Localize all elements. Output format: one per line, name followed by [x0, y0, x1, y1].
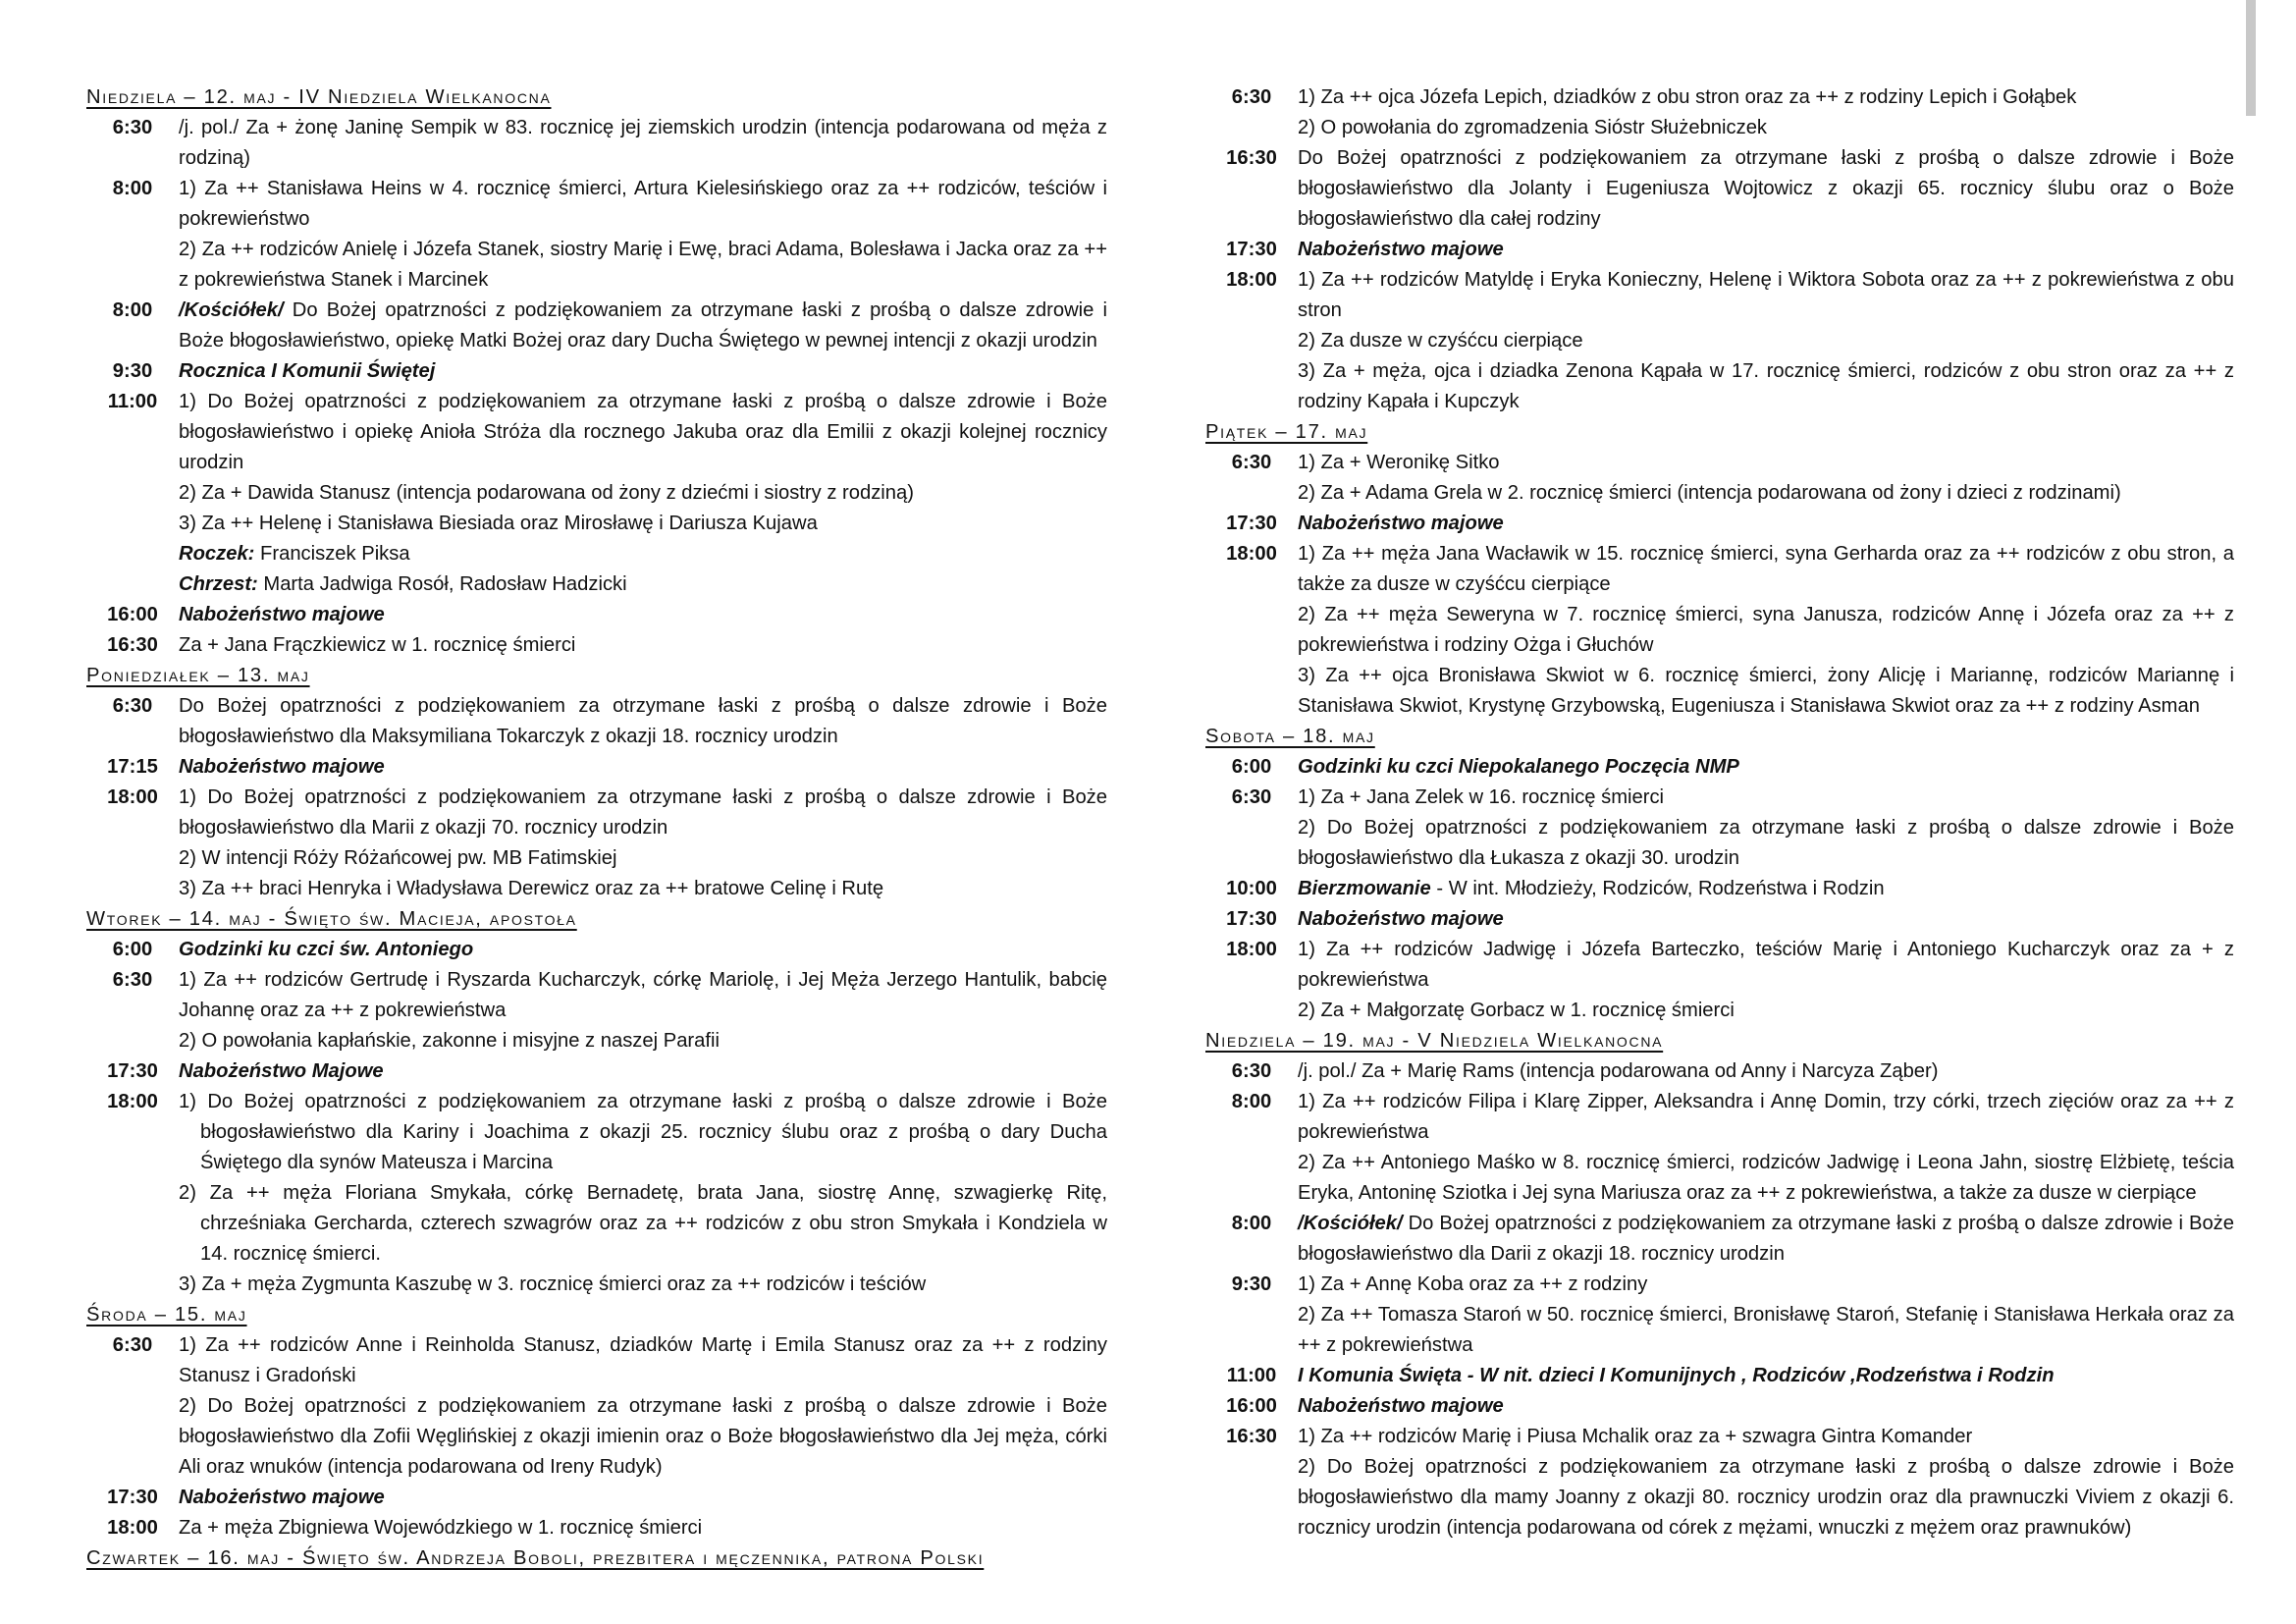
intention-label: Chrzest: — [179, 573, 258, 595]
mass-slot — [86, 691, 1107, 752]
intention: 2) Za ++ Antoniego Maśko w 8. rocznicę śmierci, rodziców Jadwigę i Leona Jahn, siostrę Elżbietę, teścia Eryka, Antoninę Sziotka i Jej syna Mariusza oraz za ++ z pokrewieństwa, a także za dusze w cierpiące — [1298, 1152, 2234, 1204]
intentions — [179, 1056, 1107, 1087]
mass-slot — [1205, 904, 2234, 935]
intentions — [1298, 539, 2234, 722]
intention: 1) Za ++ rodziców Marię i Piusa Mchalik oraz za + szwagra Gintra Komander — [1298, 1426, 1973, 1447]
intention — [179, 569, 1107, 600]
mass-time: 6:00 — [1231, 756, 1272, 778]
intentions — [179, 1330, 1107, 1483]
intentions — [1298, 509, 2234, 539]
mass-slot — [86, 387, 1107, 600]
mass-slot — [1205, 935, 2234, 1026]
intention — [179, 296, 1107, 356]
mass-time: 8:00 — [112, 299, 153, 321]
intentions — [179, 600, 1107, 630]
mass-slot — [86, 1056, 1107, 1087]
intentions — [1298, 82, 2234, 143]
intention: 1) Za ++ Stanisława Heins w 4. rocznicę śmierci, Artura Kielesińskiego oraz za ++ rodziców, teściów i pokrewieństwo — [179, 178, 1107, 230]
intentions — [1298, 265, 2234, 417]
intention: 2) Za + Adama Grela w 2. rocznicę śmierci (intencja podarowana od żony i dzieci z rodzinami) — [1298, 482, 2121, 504]
mass-time: 16:00 — [1226, 1395, 1277, 1417]
intention: Godzinki ku czci św. Antoniego — [179, 939, 474, 960]
intention: Do Bożej opatrzności z podziękowaniem za otrzymane łaski z prośbą o dalsze zdrowie i Boże błogosławieństwo dla Jolanty i Eugeniusza Wojtowicz z okazji 65. rocznicy ślubu oraz o Boże błogosławieństwo dla całej rodziny — [1298, 147, 2234, 230]
intention: 3) Za ++ ojca Bronisława Skwiot w 6. rocznicę śmierci, żony Alicję i Mariannę, rodziców Mariannę i Stanisława Skwiot, Krystynę Grzybowską, Eugeniusza i Stanisława Skwiot oraz za ++ z rodziny Asman — [1298, 665, 2234, 717]
mass-slot — [86, 1087, 1107, 1300]
intention: 2) Do Bożej opatrzności z podziękowaniem za otrzymane łaski z prośbą o dalsze zdrowie i Boże błogosławieństwo dla Łukasza z okazji 30. urodzin — [1298, 817, 2234, 869]
intention: Za + męża Zbigniewa Wojewódzkiego w 1. rocznicę śmierci — [179, 1517, 703, 1539]
intention — [179, 539, 1107, 569]
intention: 2) Za ++ męża Floriana Smykała, córkę Bernadetę, brata Jana, siostrę Annę, szwagierkę Ritę, chrześniaka Gercharda, czterech szwagrów oraz za ++ rodziców z obu stron Smykała i Kondziela w 14. rocznicę śmierci. — [179, 1182, 1107, 1265]
intentions — [179, 356, 1107, 387]
mass-slot — [86, 1513, 1107, 1543]
intentions — [179, 1513, 1107, 1543]
mass-slot — [86, 630, 1107, 661]
mass-slot — [86, 356, 1107, 387]
day-heading: Poniedziałek – 13. maj — [86, 665, 310, 686]
intention-text: Do Bożej opatrzności z podziękowaniem za otrzymane łaski z prośbą o dalsze zdrowie i Boże błogosławieństwo, opiekę Matki Bożej oraz dary Ducha Świętego w pewnej intencji z okazji urodzin — [179, 299, 1108, 352]
mass-time: 16:00 — [107, 604, 158, 625]
intention: 2) Za + Małgorzatę Gorbacz w 1. rocznicę śmierci — [1298, 1000, 1735, 1021]
intention: /j. pol./ Za + żonę Janinę Sempik w 83. rocznicę jej ziemskich urodzin (intencja podarowana od męża z rodziną) — [179, 117, 1107, 169]
intention: 1) Za ++ rodziców Filipa i Klarę Zipper, Aleksandra i Annę Domin, trzy córki, trzech zięciów oraz za ++ z pokrewieństwa — [1298, 1091, 2234, 1143]
intention: 2) Za dusze w czyśćcu cierpiące — [1298, 330, 1583, 352]
intention: 2) Za ++ męża Seweryna w 7. rocznicę śmierci, syna Janusza, rodziców Annę i Józefa oraz za ++ z pokrewieństwa i rodziny Ożga i Głuchów — [1298, 604, 2234, 656]
intention: Nabożeństwo majowe — [179, 604, 385, 625]
intention-label: Roczek: — [179, 543, 255, 565]
intention: 1) Za ++ rodziców Matyldę i Eryka Konieczny, Helenę i Wiktora Sobota oraz za ++ z pokrewieństwa z obu stron — [1298, 269, 2234, 321]
intention: 1) Za ++ ojca Józefa Lepich, dziadków z obu stron oraz za ++ z rodziny Lepich i Gołąbek — [1298, 86, 2077, 108]
mass-slot — [86, 600, 1107, 630]
scrollbar[interactable] — [2246, 0, 2256, 116]
intentions — [1298, 1391, 2234, 1422]
mass-time: 10:00 — [1226, 878, 1277, 899]
mass-slot — [86, 1483, 1107, 1513]
mass-time: 8:00 — [1231, 1091, 1272, 1112]
mass-slot — [1205, 539, 2234, 722]
intention: 2) W intencji Róży Różańcowej pw. MB Fatimskiej — [179, 847, 617, 869]
intentions — [1298, 935, 2234, 1026]
intention-text: Do Bożej opatrzności z podziękowaniem za otrzymane łaski z prośbą o dalsze zdrowie i Boże błogosławieństwo dla Darii z okazji 18. rocznicy urodzin — [1298, 1213, 2234, 1265]
intentions — [1298, 783, 2234, 874]
intention: 1) Do Bożej opatrzności z podziękowaniem za otrzymane łaski z prośbą o dalsze zdrowie i Boże błogosławieństwo i opiekę Anioła Stróża dla rocznego Jakuba oraz dla Emilii z okazji kolejnej rocznicy urodzin — [179, 391, 1107, 473]
mass-slot — [1205, 1391, 2234, 1422]
mass-time: 18:00 — [1226, 543, 1277, 565]
mass-slot — [1205, 1361, 2234, 1391]
mass-slot — [1205, 1087, 2234, 1209]
intentions — [179, 1087, 1107, 1300]
mass-time: 17:30 — [1226, 908, 1277, 930]
intention: 2) Za + Dawida Stanusz (intencja podarowana od żony z dziećmi i siostry z rodziną) — [179, 482, 914, 504]
intention: 2) Do Bożej opatrzności z podziękowaniem za otrzymane łaski z prośbą o dalsze zdrowie i Boże błogosławieństwo dla mamy Joanny z okazji 80. rocznicy urodzin oraz dla prawnuczki Viviem z okazji 6. rocznicy urodzin (intencja podarowana od córek z mężami, wnuczki z mężem oraz prawnuków) — [1298, 1456, 2234, 1539]
day-heading: Piątek – 17. maj — [1205, 421, 1368, 443]
intention — [1298, 1209, 2234, 1270]
intention: Nabożeństwo majowe — [1298, 1395, 1504, 1417]
mass-time: 6:30 — [1231, 86, 1272, 108]
mass-slot — [1205, 143, 2234, 235]
mass-time: 6:00 — [112, 939, 153, 960]
intention: Do Bożej opatrzności z podziękowaniem za otrzymane łaski z prośbą o dalsze zdrowie i Boże błogosławieństwo dla Maksymiliana Tokarczyk z okazji 18. rocznicy urodzin — [179, 695, 1107, 747]
mass-time: 6:30 — [1231, 452, 1272, 473]
intention: 3) Za ++ braci Henryka i Władysława Derewicz oraz za ++ bratowe Celinę i Rutę — [179, 878, 884, 899]
mass-time: 6:30 — [112, 117, 153, 138]
mass-time: 16:30 — [107, 634, 158, 656]
mass-time: 16:30 — [1226, 147, 1277, 169]
intention: Nabożeństwo majowe — [1298, 513, 1504, 534]
intention: 2) Za ++ Tomasza Staroń w 50. rocznicę śmierci, Bronisławę Staroń, Stefanię i Stanisława Herkała oraz za ++ z pokrewieństwa — [1298, 1304, 2234, 1356]
intentions — [179, 113, 1107, 174]
intention: 3) Za + męża Zygmunta Kaszubę w 3. rocznicę śmierci oraz za ++ rodziców i teściów — [179, 1273, 927, 1295]
mass-slot — [86, 752, 1107, 783]
intention: Nabożeństwo majowe — [179, 1487, 385, 1508]
mass-time: 18:00 — [1226, 269, 1277, 291]
mass-slot — [1205, 874, 2234, 904]
intention-text: - W int. Młodzieży, Rodziców, Rodzeństwa i Rodzin — [1436, 878, 1885, 899]
intentions — [1298, 874, 2234, 904]
intention: I Komunia Święta - W nit. dzieci I Komunijnych , Rodziców ,Rodzeństwa i Rodzin — [1298, 1365, 2055, 1386]
mass-time: 8:00 — [1231, 1213, 1272, 1234]
day-heading: Sobota – 18. maj — [1205, 726, 1375, 747]
mass-time: 17:30 — [1226, 239, 1277, 260]
mass-slot — [1205, 783, 2234, 874]
mass-time: 18:00 — [107, 1517, 158, 1539]
intention: Nabożeństwo majowe — [1298, 239, 1504, 260]
mass-slot — [1205, 82, 2234, 143]
mass-slot — [1205, 509, 2234, 539]
intentions — [1298, 1361, 2234, 1391]
intentions — [179, 296, 1107, 356]
mass-slot — [86, 296, 1107, 356]
intention: 1) Za ++ rodziców Gertrudę i Ryszarda Kucharczyk, córkę Mariolę, i Jej Męża Jerzego Hantulik, babcię Johannę oraz za ++ z pokrewieństwa — [179, 969, 1107, 1021]
mass-time: 11:00 — [1226, 1365, 1277, 1386]
day-heading: Środa – 15. maj — [86, 1304, 247, 1326]
mass-slot — [1205, 752, 2234, 783]
day-heading: Czwartek – 16. maj - Święto św. Andrzeja Boboli, prezbitera i męczennika, patrona Polski — [86, 1547, 985, 1569]
intention-label: /Kościółek/ — [179, 299, 284, 321]
intentions — [1298, 1270, 2234, 1361]
mass-time: 6:30 — [1231, 786, 1272, 808]
intentions — [179, 783, 1107, 904]
mass-time: 18:00 — [107, 786, 158, 808]
mass-slot — [86, 783, 1107, 904]
day-heading: Wtorek – 14. maj - Święto św. Macieja, apostoła — [86, 908, 577, 930]
day-heading: Niedziela – 19. maj - V Niedziela Wielkanocna — [1205, 1030, 1664, 1052]
intention: 1) Za ++ rodziców Jadwigę i Józefa Barteczko, teściów Marię i Antoniego Kucharczyk oraz za + z pokrewieństwa — [1298, 939, 2234, 991]
intention: 1) Do Bożej opatrzności z podziękowaniem za otrzymane łaski z prośbą o dalsze zdrowie i Boże błogosławieństwo dla Kariny i Joachima z okazji 25. rocznicy ślubu oraz z prośbą o dary Ducha Świętego dla synów Mateusza i Marcina — [179, 1091, 1107, 1173]
intention: 1) Za ++ męża Jana Wacławik w 15. rocznicę śmierci, syna Gerharda oraz za ++ rodziców z obu stron, a także za dusze w czyśćcu cierpiące — [1298, 543, 2234, 595]
intention: 2) O powołania do zgromadzenia Sióstr Służebniczek — [1298, 117, 1768, 138]
mass-time: 11:00 — [107, 391, 158, 412]
day-heading: Niedziela – 12. maj - IV Niedziela Wielkanocna — [86, 86, 552, 108]
mass-time: 6:30 — [112, 1334, 153, 1356]
intention: 1) Za + Jana Zelek w 16. rocznicę śmierci — [1298, 786, 1665, 808]
intentions — [179, 630, 1107, 661]
intention: Nabożeństwo majowe — [179, 756, 385, 778]
mass-slot — [86, 935, 1107, 965]
intention: 2) O powołania kapłańskie, zakonne i misyjne z naszej Parafii — [179, 1030, 720, 1052]
mass-time: 17:15 — [107, 756, 158, 778]
intentions — [1298, 448, 2234, 509]
mass-time: 9:30 — [1231, 1273, 1272, 1295]
mass-slot — [1205, 265, 2234, 417]
mass-time: 9:30 — [112, 360, 153, 382]
intentions — [1298, 904, 2234, 935]
intention: 3) Za + męża, ojca i dziadka Zenona Kąpała w 17. rocznicę śmierci, rodziców z obu stron oraz za ++ z rodziny Kąpała i Kupczyk — [1298, 360, 2234, 412]
intentions — [1298, 235, 2234, 265]
intentions — [179, 965, 1107, 1056]
mass-slot — [86, 1330, 1107, 1483]
intentions — [1298, 1209, 2234, 1270]
mass-slot — [1205, 1209, 2234, 1270]
mass-time: 6:30 — [112, 969, 153, 991]
intentions — [179, 691, 1107, 752]
right-column — [1205, 82, 2234, 1543]
mass-time: 6:30 — [112, 695, 153, 717]
mass-slot — [86, 174, 1107, 296]
intention: 1) Do Bożej opatrzności z podziękowaniem za otrzymane łaski z prośbą o dalsze zdrowie i Boże błogosławieństwo dla Marii z okazji 70. rocznicy urodzin — [179, 786, 1107, 839]
intentions — [1298, 1056, 2234, 1087]
intention: 2) Do Bożej opatrzności z podziękowaniem za otrzymane łaski z prośbą o dalsze zdrowie i Boże błogosławieństwo dla Zofii Węglińskiej z okazji imienin oraz o Boże błogosławieństwo dla Jej męża, córki Ali oraz wnuków (intencja podarowana od Ireny Rudyk) — [179, 1395, 1107, 1478]
mass-time: 18:00 — [1226, 939, 1277, 960]
mass-slot — [1205, 235, 2234, 265]
intentions — [179, 1483, 1107, 1513]
intention — [1298, 874, 2234, 904]
mass-slot — [1205, 448, 2234, 509]
intention: 3) Za ++ Helenę i Stanisława Biesiada oraz Mirosławę i Dariusza Kujawa — [179, 513, 818, 534]
intention: Godzinki ku czci Niepokalanego Poczęcia NMP — [1298, 756, 1739, 778]
intention: /j. pol./ Za + Marię Rams (intencja podarowana od Anny i Narcyza Ząber) — [1298, 1060, 1939, 1082]
intentions — [179, 387, 1107, 600]
mass-time: 17:30 — [1226, 513, 1277, 534]
intentions — [179, 935, 1107, 965]
mass-slot — [1205, 1270, 2234, 1361]
intention: 2) Za ++ rodziców Anielę i Józefa Stanek, siostry Marię i Ewę, braci Adama, Bolesława i Jacka oraz za ++ z pokrewieństwa Stanek i Marcinek — [179, 239, 1107, 291]
intention: Rocznica I Komunii Świętej — [179, 360, 436, 382]
intentions — [1298, 1422, 2234, 1543]
intention: Za + Jana Frączkiewicz w 1. rocznicę śmierci — [179, 634, 576, 656]
mass-time: 17:30 — [107, 1487, 158, 1508]
intention: 1) Za ++ rodziców Anne i Reinholda Stanusz, dziadków Martę i Emila Stanusz oraz za ++ z rodziny Stanusz i Gradoński — [179, 1334, 1107, 1386]
intention: 1) Za + Annę Koba oraz za ++ z rodziny — [1298, 1273, 1648, 1295]
intentions — [179, 752, 1107, 783]
intention: 1) Za + Weronikę Sitko — [1298, 452, 1500, 473]
mass-slot — [86, 113, 1107, 174]
mass-slot — [1205, 1056, 2234, 1087]
intention-text: Franciszek Piksa — [260, 543, 410, 565]
mass-time: 16:30 — [1226, 1426, 1277, 1447]
intention-label: /Kościółek/ — [1298, 1213, 1403, 1234]
intention: Nabożeństwo Majowe — [179, 1060, 384, 1082]
intention: Nabożeństwo majowe — [1298, 908, 1504, 930]
intentions — [1298, 143, 2234, 235]
intentions — [1298, 752, 2234, 783]
intention-text: Marta Jadwiga Rosół, Radosław Hadzicki — [263, 573, 627, 595]
intentions — [179, 174, 1107, 296]
intentions — [1298, 1087, 2234, 1209]
mass-time: 17:30 — [107, 1060, 158, 1082]
left-column — [86, 82, 1107, 1574]
mass-slot — [1205, 1422, 2234, 1543]
intention-label: Bierzmowanie — [1298, 878, 1431, 899]
mass-time: 6:30 — [1231, 1060, 1272, 1082]
mass-slot — [86, 965, 1107, 1056]
mass-time: 8:00 — [112, 178, 153, 199]
mass-time: 18:00 — [107, 1091, 158, 1112]
